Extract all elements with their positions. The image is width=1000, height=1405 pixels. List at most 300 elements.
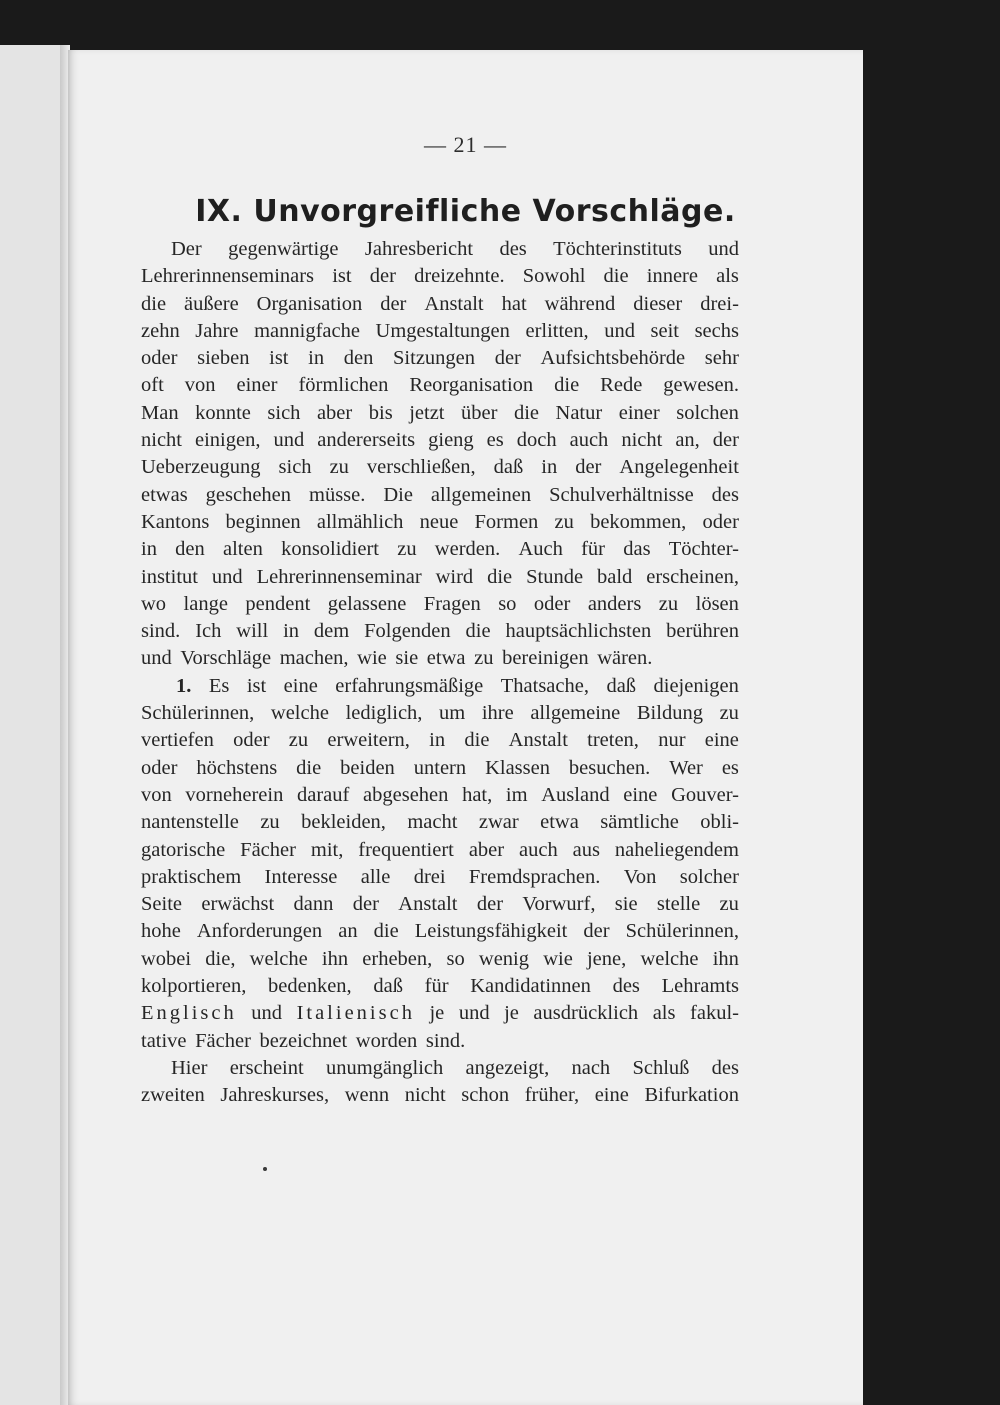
word: allgemeinen (430, 483, 532, 506)
word: vertiefen (141, 729, 214, 752)
word: besuchen. (568, 756, 651, 779)
word: wo (141, 592, 167, 615)
word: höchstens (196, 756, 278, 779)
word: abgesehen (363, 783, 449, 806)
word: des (612, 975, 640, 998)
word: Folgenden (364, 620, 451, 643)
word: hat, (462, 783, 493, 806)
word: Lehramts (661, 975, 739, 998)
word: die (464, 729, 490, 752)
word: beiden (340, 756, 395, 779)
word: für (424, 975, 449, 998)
word: welche (249, 947, 308, 970)
word: Ich (195, 620, 222, 643)
ink-speck (263, 1167, 267, 1171)
word: bekleiden, (301, 811, 386, 834)
word: wobei (141, 947, 192, 970)
word: Reorganisation (409, 374, 534, 397)
word: daß (373, 975, 403, 998)
word: lösen (695, 592, 739, 615)
word: eine (623, 783, 658, 806)
word: welche (640, 947, 699, 970)
word: bezeichnet (259, 1029, 348, 1052)
word: einigen, (195, 429, 261, 452)
word: Organisation (256, 292, 363, 315)
word: erscheinen, (646, 565, 739, 588)
word: Lehrerinnenseminars (141, 265, 315, 288)
text-line (141, 509, 739, 536)
word: seit (650, 319, 679, 342)
text-line (141, 782, 739, 809)
text-line (141, 864, 739, 891)
word: eine (704, 729, 739, 752)
word: den (343, 347, 374, 370)
word: nicht (621, 429, 663, 452)
word: Schulverhältnisse (549, 483, 694, 506)
word: wenig (478, 947, 529, 970)
word: dem (313, 620, 350, 643)
text-line (141, 482, 739, 509)
word: sich (278, 456, 312, 479)
word: bereinigen (502, 647, 589, 670)
text-line (141, 454, 739, 481)
word: Fächer (195, 1029, 251, 1052)
word: für (581, 538, 606, 561)
word: oft (141, 374, 164, 397)
word: anders (587, 592, 642, 615)
word: Schülerinnen, (141, 702, 255, 725)
word: Jahre (195, 319, 239, 342)
text-line (141, 1082, 739, 1109)
text-line (141, 291, 739, 318)
word: während (544, 292, 616, 315)
word: Rede (600, 374, 643, 397)
word: sind. (141, 620, 181, 643)
word: worden (355, 1029, 418, 1052)
word: das (623, 538, 651, 561)
word: der (575, 456, 602, 479)
word: geschehen (205, 483, 292, 506)
text-line (141, 1000, 739, 1027)
word: andererseits (317, 429, 416, 452)
word: die (554, 374, 580, 397)
word: dann (293, 893, 334, 916)
word: ihre (481, 702, 514, 725)
text-line (141, 809, 739, 836)
word: werden. (434, 538, 501, 561)
word: obli- (700, 811, 739, 834)
word: so (498, 592, 517, 615)
word: und (211, 565, 243, 588)
page-number: — 21 — (424, 132, 507, 157)
word: Kandidatinnen (470, 975, 591, 998)
word: zu (474, 647, 494, 670)
word: etwas (141, 483, 188, 506)
word: die (141, 292, 167, 315)
word: bis (368, 401, 393, 424)
word: bald (596, 565, 633, 588)
word: und (708, 238, 739, 260)
word: Kantons (141, 510, 210, 533)
word: daß (606, 674, 637, 697)
left-page-edge (0, 45, 68, 1405)
word: der (712, 429, 739, 452)
word: Natur (555, 401, 603, 424)
text-line (141, 645, 739, 672)
word: nach (571, 1056, 611, 1079)
word: Man (141, 401, 179, 424)
word: zu (554, 510, 574, 533)
word: und (273, 429, 305, 452)
word: tative (141, 1029, 187, 1052)
word: als (716, 265, 739, 288)
text-line (141, 618, 739, 645)
text-line (141, 372, 739, 399)
document-page (68, 50, 863, 1405)
word: konsolidiert (281, 538, 379, 561)
text-line (141, 946, 739, 973)
word: gelassene (327, 592, 407, 615)
word: Schluß (632, 1056, 690, 1079)
word: Umgestaltungen (375, 319, 510, 342)
word: ist (269, 347, 289, 370)
word: Klassen (485, 756, 550, 779)
word: hauptsächlichsten (505, 620, 652, 643)
word: jetzt (409, 401, 445, 424)
word: Sowohl (522, 265, 586, 288)
word: Italienisch (296, 1002, 415, 1025)
word: Vorschläge (180, 647, 272, 670)
word: der (494, 347, 521, 370)
word: Sitzungen (393, 347, 476, 370)
word: kolportieren, (141, 975, 247, 998)
word: und (604, 319, 635, 342)
word: erwächst (201, 893, 275, 916)
word: etwa (426, 647, 466, 670)
word: den (175, 538, 205, 561)
word: diejenigen (653, 674, 739, 697)
word: die (373, 920, 399, 943)
word: zu (719, 893, 739, 916)
word: darauf (297, 783, 350, 806)
word: konnte (195, 401, 251, 424)
word: erheben, (362, 947, 433, 970)
text-line (141, 837, 739, 864)
word: nicht (404, 1084, 446, 1107)
word: Stunde (526, 565, 584, 588)
word: jene, (586, 947, 627, 970)
text-line (141, 1055, 739, 1082)
word: gegenwärtige (228, 238, 339, 260)
word: ausdrücklich (533, 1002, 639, 1025)
word: gewesen. (663, 374, 739, 397)
text-line (141, 891, 739, 918)
word: Lehrerinnenseminar (256, 565, 422, 588)
word: hat (501, 292, 527, 315)
word: ihn (712, 947, 739, 970)
word: ist (332, 265, 352, 288)
word: von (141, 783, 172, 806)
word: zweiten (141, 1084, 205, 1107)
word: Leistungsfähigkeit (414, 920, 568, 943)
word: nicht (141, 429, 182, 452)
word: förmlichen (298, 374, 389, 397)
word: nur (658, 729, 686, 752)
word: in (141, 538, 157, 561)
word: mit, (310, 838, 344, 861)
word: in (541, 456, 558, 479)
word: und (458, 1002, 490, 1025)
word: berühren (666, 620, 739, 643)
word: solcher (679, 865, 739, 888)
section-heading: IX. Unvorgreifliche Vorschläge. (195, 194, 736, 229)
word: zu (329, 456, 349, 479)
word: dreizehnte. (414, 265, 505, 288)
word: innere (646, 265, 698, 288)
word: wären. (597, 647, 653, 670)
word: im (505, 783, 528, 806)
word: Angelegenheit (619, 456, 739, 479)
word: müsse. (309, 483, 366, 506)
word: aus (572, 838, 600, 861)
word: in (429, 729, 446, 752)
word: der (352, 893, 379, 916)
word: zu (719, 702, 739, 725)
word: auch (519, 838, 558, 861)
word: und (141, 647, 172, 670)
text-line (141, 591, 739, 618)
body-text (141, 236, 739, 1110)
word: an, (675, 429, 700, 452)
word: daß (493, 456, 524, 479)
word: sämtliche (600, 811, 679, 834)
word: sieben (197, 347, 250, 370)
word: zu (397, 538, 417, 561)
word: von (184, 374, 216, 397)
word: sechs (694, 319, 739, 342)
word: zu (260, 811, 280, 834)
word: erlitten, (525, 319, 589, 342)
word: Ueberzeugung (141, 456, 261, 479)
word: wie (357, 647, 387, 670)
word: aber (468, 838, 505, 861)
word: Fragen (423, 592, 481, 615)
word: sind. (425, 1029, 466, 1052)
word: es (486, 429, 504, 452)
word: Aufsichtsbehörde (540, 347, 686, 370)
word: wie (543, 947, 573, 970)
word: auch (569, 429, 609, 452)
word: Anforderungen (196, 920, 323, 943)
text-line (141, 755, 739, 782)
text-line (141, 700, 739, 727)
text-line (141, 536, 739, 563)
word: Thatsache, (500, 674, 589, 697)
word: Ausland (541, 783, 610, 806)
word: doch (516, 429, 557, 452)
word: erfahrungsmäßige (335, 674, 484, 697)
word: Vorwurf, (522, 893, 596, 916)
word: der (583, 920, 610, 943)
text-line (141, 345, 739, 372)
word: Anstalt (508, 729, 568, 752)
word: sie (614, 893, 638, 916)
word: Töchterinstituts (553, 238, 682, 260)
word: oder (141, 756, 178, 779)
word: die (296, 756, 322, 779)
word: Fächer (240, 838, 296, 861)
word: etwa (540, 811, 579, 834)
word: Formen (474, 510, 539, 533)
word: der (369, 265, 396, 288)
text-line (141, 400, 739, 427)
word: eine (594, 1084, 629, 1107)
word: schon (461, 1084, 510, 1107)
word: gatorische (141, 838, 226, 861)
text-line (141, 727, 739, 754)
word: zu (658, 592, 679, 615)
word: angezeigt, (465, 1056, 550, 1079)
word: erscheint (229, 1056, 304, 1079)
text-line (141, 973, 739, 1000)
word: früher, (524, 1084, 580, 1107)
word: sehr (704, 347, 739, 370)
word: einer (236, 374, 278, 397)
word: und (251, 1002, 283, 1025)
word: Englisch (141, 1002, 237, 1025)
word: die, (205, 947, 236, 970)
word: frequentiert (358, 838, 454, 861)
word: als (652, 1002, 676, 1025)
word: wird (435, 565, 474, 588)
word: erweitern, (327, 729, 410, 752)
word: ihn (321, 947, 349, 970)
word: nantenstelle (141, 811, 239, 834)
word: der (380, 292, 407, 315)
word: sich (267, 401, 301, 424)
word: pendent (245, 592, 311, 615)
word: es (721, 756, 739, 779)
word: machen, (279, 647, 349, 670)
word: lange (183, 592, 228, 615)
text-line (141, 918, 739, 945)
word: vorneherein (185, 783, 284, 806)
word: allgemeine (530, 702, 621, 725)
word: oder (233, 729, 270, 752)
word: beginnen (225, 510, 301, 533)
word: aber (316, 401, 353, 424)
word: die (465, 620, 491, 643)
word: Seite (141, 893, 182, 916)
word: zehn (141, 319, 180, 342)
word: mannigfache (254, 319, 360, 342)
word: sie (395, 647, 419, 670)
word: die (513, 401, 540, 424)
text-line (141, 564, 739, 591)
word: des (499, 238, 527, 260)
word: Jahresbericht (364, 238, 474, 260)
word: oder (533, 592, 571, 615)
word: Es (208, 674, 230, 697)
word: Gouver- (671, 783, 739, 806)
word: die (487, 565, 513, 588)
word: Jahreskurses, (220, 1084, 330, 1107)
word: in (308, 347, 325, 370)
word: einer (618, 401, 660, 424)
word: eine (283, 674, 318, 697)
text-line (141, 673, 739, 700)
word: so (446, 947, 465, 970)
word: Wer (669, 756, 703, 779)
word: praktischem (141, 865, 242, 888)
word: je (429, 1002, 445, 1025)
word: macht (407, 811, 458, 834)
word: hohe (141, 920, 181, 943)
word: oder (141, 347, 178, 370)
paragraph-number: 1. (176, 674, 192, 697)
word: Anstalt (398, 893, 458, 916)
word: bekommen, (590, 510, 687, 533)
word: bedenken, (268, 975, 352, 998)
word: äußere (184, 292, 239, 315)
word: dieser (633, 292, 683, 315)
word: institut (141, 565, 198, 588)
word: zu (288, 729, 309, 752)
word: in (283, 620, 300, 643)
word: will (236, 620, 269, 643)
word: fakul- (690, 1002, 739, 1025)
word: wenn (344, 1084, 390, 1107)
word: Der (171, 238, 202, 260)
word: Bifurkation (644, 1084, 739, 1107)
word: neue (419, 510, 459, 533)
word: Die (383, 483, 413, 506)
word: drei (413, 865, 446, 888)
word: Auch (518, 538, 563, 561)
word: alten (223, 538, 263, 561)
word: unumgänglich (325, 1056, 444, 1079)
word: Interesse (264, 865, 338, 888)
text-line (141, 236, 739, 263)
word: allmählich (316, 510, 404, 533)
text-line (141, 318, 739, 345)
text-line (141, 263, 739, 290)
word: zwar (478, 811, 519, 834)
text-line (141, 427, 739, 454)
word: stelle (656, 893, 701, 916)
word: ist (246, 674, 267, 697)
word: Fremdsprachen. (468, 865, 601, 888)
word: oder (702, 510, 739, 533)
word: alle (360, 865, 391, 888)
word: untern (413, 756, 467, 779)
word: an (338, 920, 358, 943)
word: je (504, 1002, 519, 1025)
text-line (141, 1028, 739, 1055)
word: verschließen, (366, 456, 476, 479)
word: über (461, 401, 498, 424)
word: gieng (428, 429, 474, 452)
word: Töchter- (668, 538, 739, 561)
word: treten, (587, 729, 639, 752)
word: Schülerinnen, (625, 920, 739, 943)
word: lediglich, (345, 702, 423, 725)
word: um (439, 702, 466, 725)
word: solchen (676, 401, 739, 424)
word: die (603, 265, 629, 288)
word: des (711, 483, 739, 506)
word: des (711, 1056, 739, 1079)
